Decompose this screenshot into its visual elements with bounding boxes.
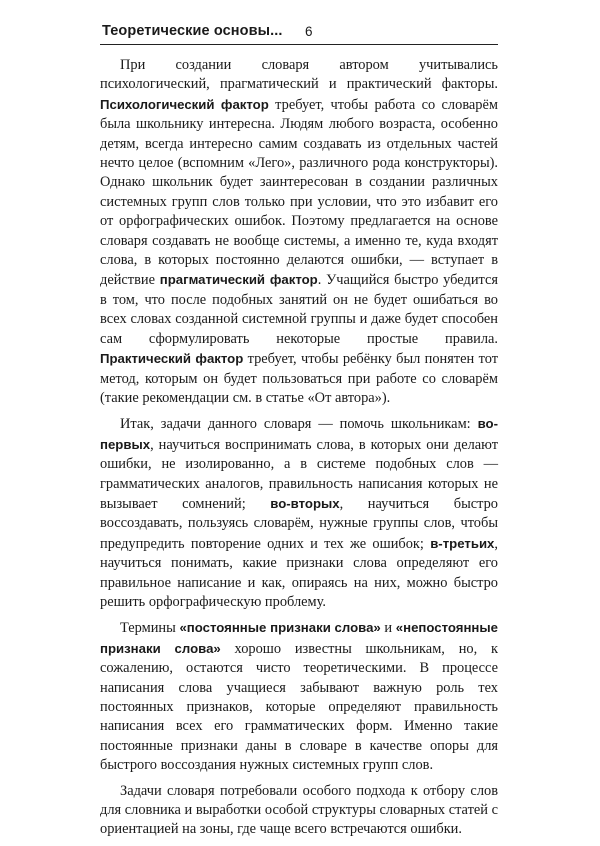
bold-term: «постоянные признаки слова» — [179, 620, 381, 636]
text-run: требует, чтобы работа со словарём была школьнику интересна. Людям любого возраста, особенно детям, всегда интересно самим создавать из отдельных частей нечто целое (вспомним «Лего», различного рода конструкторы). Однако школьник будет заинтересован в создании различных системных групп слов только при условии, что это избавит его от орфографических ошибок. Поэтому предлагается на основе словаря создавать не вообще системы, а именно те, куда входят слова, в которых постоянно делаются ошибки, — вступает в действие — [100, 96, 498, 289]
bold-term: Психологический фактор — [100, 96, 269, 112]
bold-term: в-третьих — [430, 535, 495, 551]
paragraph — [100, 782, 498, 840]
paragraph — [100, 414, 498, 612]
text-run: , научиться воспринимать слова, в которых они делают ошибки, не изолированно, а в системе подобных слов — грамматических аналогов, правильность написания которых не вызывает сомнений; — [100, 436, 498, 512]
text-run: Итак, задачи данного словаря — помочь школьникам: — [120, 416, 478, 433]
bold-term: прагматический фактор — [159, 272, 318, 288]
text-run: Задачи словаря потребовали особого подхода к отбору слов для словника и выработки особой структуры словарных статей с ориентацией на зоны, где чаще всего встречаются ошибки. — [100, 782, 498, 838]
bold-term: «непостоянные признаки слова» — [100, 620, 498, 656]
text-run: и — [380, 620, 396, 637]
text-run: , научиться быстро воссоздавать, пользуясь словарём, нужные группы слов, чтобы предупредить повторение одних и тех же ошибок; — [100, 495, 498, 552]
page-number: 6 — [305, 24, 313, 39]
body-text — [100, 56, 498, 846]
running-title: Теоретические основы... — [102, 23, 283, 39]
bold-term: во-первых — [100, 416, 498, 452]
text-run: , научиться понимать, какие признаки слова определяют его правильное написание и как, опираясь на них, можно быстро решить орфографическую проблему. — [100, 535, 498, 610]
page-header — [100, 22, 498, 45]
text-run: . Учащийся быстро убедится в том, что после подобных занятий он не будет ошибаться во всех словах созданной системной группы и даже будет способен сам сформулировать некоторые простые правила. — [100, 272, 498, 347]
text-run: хорошо известны школьникам, но, к сожалению, остаются чисто теоретическими. В процессе написания слова учащиеся забывают важную роль тех постоянных признаков, которые определяют правильность написания всех его грамматических форм. Именно такие постоянные признаки даны в словаре в качестве опоры для быстрого воссоздания нужных системных групп слов. — [100, 640, 498, 774]
text-run: требует, чтобы ребёнку был понятен тот метод, которым он будет пользоваться при работе со словарём (такие рекомендации см. в статье «От автора»). — [100, 351, 498, 406]
paragraph — [100, 618, 498, 775]
bold-term: во-вторых — [270, 495, 340, 511]
text-run: При создании словаря автором учитывались психологический, прагматический и практический факторы. — [100, 57, 498, 93]
bold-term: Практический фактор — [100, 351, 244, 367]
text-run: Термины — [120, 620, 180, 637]
paragraph — [100, 56, 498, 408]
